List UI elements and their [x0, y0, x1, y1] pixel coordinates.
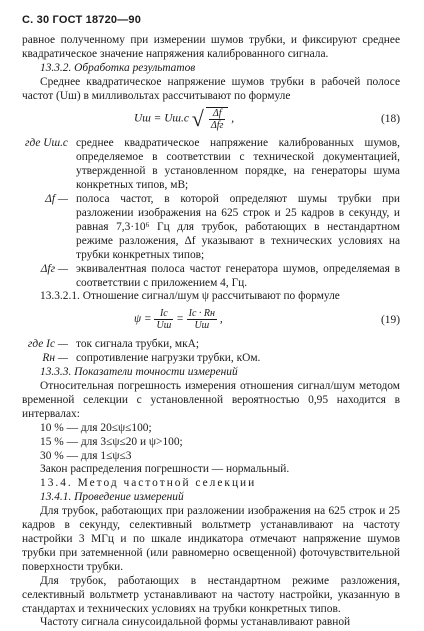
section-13-3-2-1-text: 13.3.2.1. Отношение сигнал/шум ψ рассчитывают по формуле: [40, 290, 340, 303]
formula-18-label: (18): [381, 113, 400, 126]
section-13-3-3-title: 13.3.3. Показатели точности измерений: [40, 366, 238, 379]
section-13-3-2-text: Среднее квадратическое напряжение шумов трубки в рабочей полосе частот (Uш) в милливольтах рассчитывают по формуле: [22, 75, 400, 102]
formula-18-tail: ,: [231, 113, 235, 126]
section-13-4-1-p2: Для трубок, работающих в нестандартном режиме разложения, селективный вольтметр устанавливают на частоту настройки, указанную в стандартах и технических условиях на трубки конкретных типов.: [22, 574, 400, 615]
def-desc: полоса частот, в которой определяют шумы трубки при разложении изображения на 625 строк и 25 кадров в секунду, и равная 7,3·10⁶ Гц для трубок, работающих в нестандартном режиме разложения, Δf указывают в технических условиях на трубки конкретных типов;: [76, 193, 400, 261]
formula-19-lhs: ψ =: [134, 313, 152, 326]
formula-19-n2: Iс · Rн: [188, 308, 215, 320]
formula-19: [22, 306, 400, 336]
section-13-4-1-p1: Для трубок, работающих при разложении изображения на 625 строк и 25 кадров в секунду, селективный вольтметр устанавливают на частоту настройки 3 МГц и по шкале индикатора отмечают напряжение шумов трубки при затемненной (или равномерно освещенной) фоточувствительной поверхности трубки.: [22, 505, 400, 573]
def-desc: ток сигнала трубки, мкА;: [76, 338, 200, 351]
section-13-4-1-p3: Частоту сигнала синусоидальной формы устанавливают равной: [40, 616, 351, 629]
formula-19-mid: =: [176, 313, 184, 326]
section-13-3-2-title: 13.3.2. Обработка результатов: [40, 61, 196, 74]
formula-18-numerator: Δf: [209, 108, 226, 120]
interval-list: [22, 422, 400, 464]
def-term: Rн —: [42, 352, 68, 365]
def-term: где Iс —: [27, 338, 68, 351]
continued-paragraph: равное полученному при измерении шумов трубки, и фиксируют среднее квадратическое значение напряжения калиброванного сигнала.: [22, 33, 400, 60]
section-13-4-title: 13.4. Метод частотной селекции: [40, 477, 257, 490]
formula-18-denominator: Δfг: [210, 120, 224, 132]
distribution-law: Закон распределения погрешности — нормальный.: [40, 463, 290, 476]
def-desc: сопротивление нагрузки трубки, кОм.: [76, 352, 261, 365]
formula-18: [22, 105, 400, 135]
interval-item: 10 % — для 20≤ψ≤100;: [40, 421, 152, 434]
interval-item: 15 % — для 3≤ψ≤20 и ψ>100;: [40, 435, 183, 448]
page-header: С. 30 ГОСТ 18720—90: [22, 14, 142, 26]
formula-19-n1: Iс: [154, 308, 173, 320]
formula-18-lhs: Uш = Uш.с: [134, 113, 189, 126]
sqrt-symbol: √: [191, 106, 204, 132]
interval-item: 30 % — для 1≤ψ≤3: [40, 449, 132, 462]
formula-19-d1: Uш: [156, 320, 172, 332]
formula-19-label: (19): [381, 314, 400, 327]
section-13-4-1-title: 13.4.1. Проведение измерений: [40, 491, 184, 504]
formula-19-definitions: [22, 338, 400, 366]
def-desc: эквивалентная полоса частот генератора шумов, определяемая в соответствии с приложением 4, Гц.: [76, 262, 400, 289]
formula-19-tail: ,: [219, 313, 223, 326]
formula-19-d2: Uш: [194, 320, 210, 332]
section-13-3-3-text: Относительная погрешность измерения отношения сигнал/шум методом временной селекции с установленной вероятностью 0,95 находится в интервалах:: [22, 380, 400, 420]
def-term: Δfг —: [40, 262, 68, 275]
def-term: где Uш.с: [25, 137, 68, 150]
formula-18-definitions: [22, 137, 400, 290]
def-term: Δf —: [45, 193, 68, 206]
def-desc: среднее квадратическое напряжение калиброванных шумов, определяемое в соответствии с технической документацией, утвержденной в установленном порядке, на генераторы шума конкретных типов, мВ;: [76, 137, 400, 192]
